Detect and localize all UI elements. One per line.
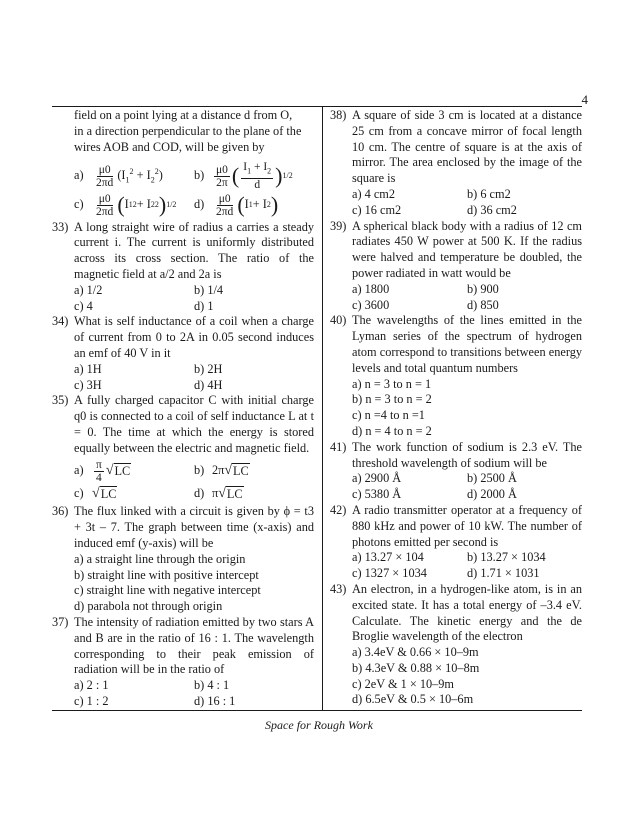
q43-option-c: c) 2eV & 1 × 10–9m — [352, 676, 454, 691]
question-37: 37) The intensity of radiation emitted by two stars A and B are in the ratio of 16 : 1. The wavelength corresponding to their peak emission of radiation will be in the ratio of — [52, 615, 314, 677]
question-38: 38) A square of side 3 cm is located at a distance 25 cm from a concave mirror of focal length 10 cm. The centre of square is at the axis of mirror. The area enclosed by the image of the square is — [330, 108, 582, 186]
q34-options-cd: c) 3H d) 4H — [74, 377, 223, 392]
sqrt-icon: √ — [218, 486, 226, 502]
question-39: 39) A spherical black body with a radius of 12 cm radiates 450 W power at 500 K. If the radius were halved and temperature be doubled, the power radiated in watt would be — [330, 218, 582, 280]
q32-option-d: d) $\frac{\mu 0}{2\pi d}$ ( I 1 + I 2 ) — [194, 192, 279, 218]
q32-a-expression: $(I_1^2 + I_2^2)$ — [117, 166, 163, 185]
q40-option-c: c) n =4 to n =1 — [352, 408, 425, 423]
sqrt-icon: √ — [92, 486, 100, 502]
q35-options-cd — [52, 486, 314, 503]
q42-options-ab: a) 13.27 × 104 b) 13.27 × 1034 — [352, 550, 546, 565]
left-column — [52, 108, 314, 710]
footer-rough-work: Space for Rough Work — [265, 718, 373, 732]
q35-option-d: d) π √ LC — [194, 486, 243, 502]
q32-option-b: b) $\frac{\mu 0}{2\pi}$ ( $\frac{I_1 + I_2}{d}$ ) 1/2 — [194, 161, 293, 191]
q41-options-ab: a) 2900 Å b) 2500 Å — [352, 471, 517, 486]
column-divider — [322, 106, 323, 710]
q40-option-d: d) n = 4 to n = 2 — [352, 423, 432, 438]
q36-option-c: c) straight line with negative intercept — [74, 583, 261, 598]
q39-options-ab: a) 1800 b) 900 — [352, 281, 499, 296]
question-36: 36) The flux linked with a circuit is given by ϕ = t3 + 3t – 7. The graph between time (x-axis) and induced emf (y-axis) will be — [52, 504, 314, 551]
q40-option-a: a) n = 3 to n = 1 — [352, 376, 432, 391]
q35-options-ab — [52, 459, 314, 484]
q32-continuation-line: wires AOB and COD, will be given by — [74, 139, 265, 154]
q38-options-ab: a) 4 cm2 b) 6 cm2 — [352, 186, 511, 201]
q32-options-ab — [52, 161, 314, 190]
q36-option-a: a) a straight line through the origin — [74, 551, 246, 566]
q35-option-a: a) $\frac{\pi}{4}$ √ LC — [74, 458, 131, 484]
fraction: $\frac{\mu 0}{2\pi}$ — [216, 163, 228, 189]
question-42: 42) A radio transmitter operator at a frequency of 880 kHz and power of 10 kW. The number of photons emitted per second is — [330, 502, 582, 549]
q37-options-cd: c) 1 : 2 d) 16 : 1 — [74, 694, 236, 708]
sqrt-icon: √ — [105, 463, 114, 479]
q33-options-cd: c) 4 d) 1 — [74, 298, 214, 313]
q37-options-ab: a) 2 : 1 b) 4 : 1 — [74, 678, 230, 693]
q38-options-cd: c) 16 cm2 d) 36 cm2 — [352, 202, 517, 217]
question-33: 33) A long straight wire of radius a carries a steady current i. The current is uniformly distributed across its cross section. The ratio of the magnetic field at a/2 and 2a is — [52, 219, 314, 282]
fraction: $\frac{\mu 0}{2\pi d}$ — [216, 192, 234, 218]
page-number: 4 — [581, 92, 588, 107]
q32-continuation-line: in a direction perpendicular to the plane of the — [74, 123, 302, 138]
right-column — [330, 108, 582, 708]
q43-option-a: a) 3.4eV & 0.66 × 10–9m — [352, 645, 479, 660]
question-41: 41) The work function of sodium is 2.3 eV. The threshold wavelength of sodium will be — [330, 439, 582, 470]
question-43: 43) An electron, in a hydrogen-like atom, is in an excited state. It has a total energy of –3.4 eV. Calculate. The kinetic energy and the de Broglie wavelength of the electron — [330, 581, 582, 644]
fraction: $\frac{\mu 0}{2\pi d}$ — [96, 192, 114, 218]
question-40: 40) The wavelengths of the lines emitted in the Lyman series of the spectrum of hydrogen atom correspond to transitions between energy levels and total quantum numbers — [330, 313, 582, 375]
q43-option-d: d) 6.5eV & 0.5 × 10–6m — [352, 692, 474, 707]
q34-options-ab: a) 1H b) 2H — [74, 361, 223, 376]
fraction: $\frac{\mu 0}{2\pi d}$ — [96, 163, 114, 189]
q41-options-cd: c) 5380 Å d) 2000 Å — [352, 487, 517, 502]
q33-options-ab: a) 1/2 b) 1/4 — [74, 282, 224, 297]
q32-option-c: c) $\frac{\mu 0}{2\pi d}$ ( I 1 2 + I 2 2 ) 1/2 — [74, 192, 177, 218]
q36-option-d: d) parabola not through origin — [74, 599, 223, 614]
q32-options-cd — [52, 193, 314, 218]
q39-options-cd: c) 3600 d) 850 — [352, 297, 499, 312]
q40-option-b: b) n = 3 to n = 2 — [352, 392, 432, 407]
q32-continuation-line: field on a point lying at a distance d from O, — [74, 108, 293, 122]
q32-option-a: a) $\frac{\mu 0}{2\pi d}$ $(I_1^2 + I_2^2)$ — [74, 163, 163, 189]
question-34: 34) What is self inductance of a coil when a charge of current from 0 to 2A in 0.05 second induces an emf of 40 V in it — [52, 314, 314, 361]
fraction: $\frac{\pi}{4}$ — [96, 458, 102, 484]
fraction: $\frac{I_1 + I_2}{d}$ — [243, 161, 272, 191]
top-divider — [52, 106, 582, 107]
footer-divider — [52, 710, 582, 711]
q35-option-c: c) √ LC — [74, 486, 117, 502]
question-35: 35) A fully charged capacitor C with initial charge q0 is connected to a coil of self inductance L at t = 0. The time at which the energy is stored equally between the electric and magnetic field. — [52, 393, 314, 455]
q35-option-b: b) 2π √ LC — [194, 463, 249, 479]
q42-options-cd: c) 1327 × 1034 d) 1.71 × 1031 — [352, 566, 540, 581]
q43-option-b: b) 4.3eV & 0.88 × 10–8m — [352, 660, 480, 675]
q36-option-b: b) straight line with positive intercept — [74, 567, 259, 582]
sqrt-icon: √ — [224, 463, 233, 479]
